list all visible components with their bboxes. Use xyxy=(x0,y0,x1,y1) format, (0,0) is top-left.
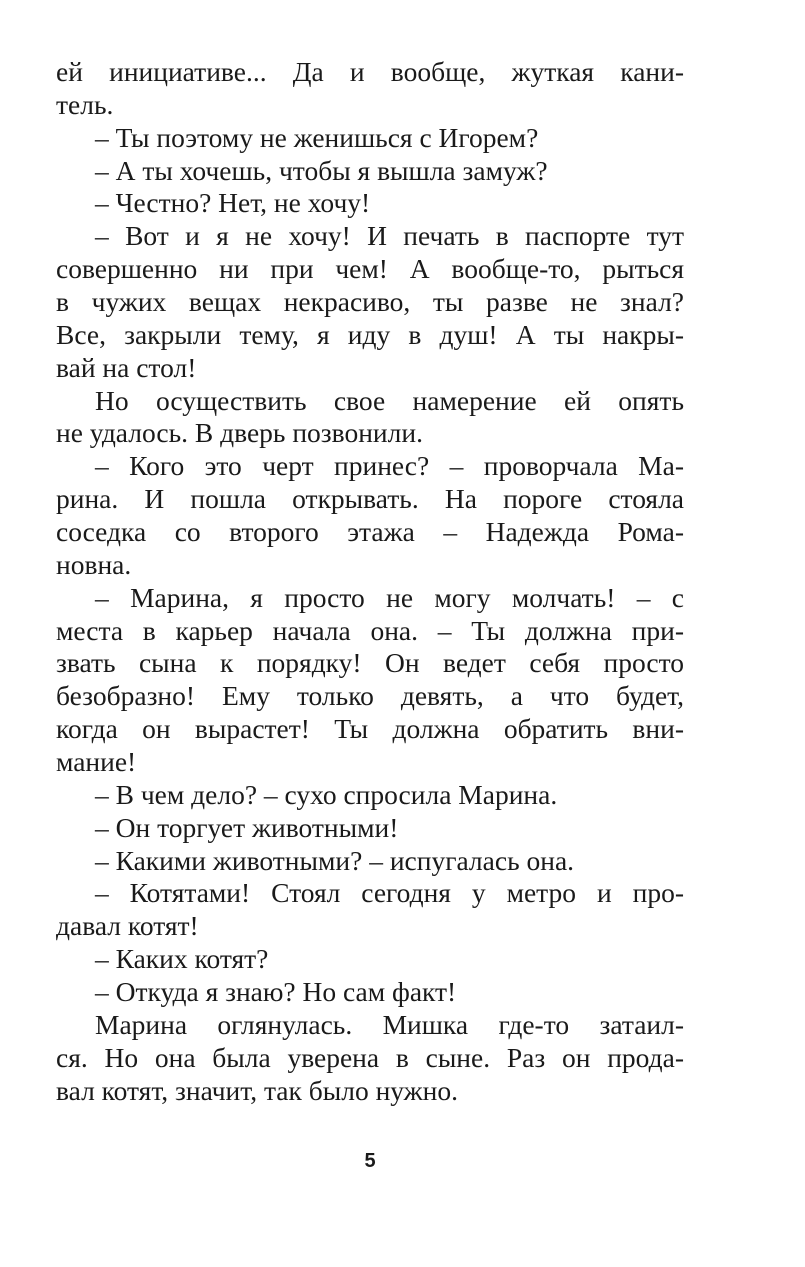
page-number: 5 xyxy=(364,1150,376,1172)
text-line: – Откуда я знаю? Но сам факт! xyxy=(95,976,457,1008)
text-line: Все, закрыли тему, я иду в душ! А ты накры- xyxy=(56,318,684,350)
text-line: – Вот и я не хочу! И печать в паспорте тут xyxy=(95,220,684,252)
text-line: – Котятами! Стоял сегодня у метро и про- xyxy=(95,877,684,909)
text-line: не удалось. В дверь позвонили. xyxy=(56,417,423,449)
text-line: – Кого это черт принес? – проворчала Ма- xyxy=(95,450,684,482)
text-line: рина. И пошла открывать. На пороге стояла xyxy=(56,483,684,515)
text-line: звать сына к порядку! Он ведет себя просто xyxy=(56,647,684,679)
text-line: – Честно? Нет, не хочу! xyxy=(95,187,371,219)
text-line: совершенно ни при чем! А вообще-то, рыться xyxy=(56,253,684,285)
text-line: – Какими животными? – испугалась она. xyxy=(95,844,575,876)
page-body xyxy=(56,56,684,1108)
text-line: новна. xyxy=(56,548,132,580)
text-line: Но осуществить свое намерение ей опять xyxy=(95,384,684,416)
text-line: мание! xyxy=(56,746,137,778)
text-line: соседка со второго этажа – Надежда Рома- xyxy=(56,516,684,548)
text-line: – Ты поэтому не женишься с Игорем? xyxy=(95,121,539,153)
text-line: – А ты хочешь, чтобы я вышла замуж? xyxy=(95,154,548,186)
text-line: вал котят, значит, так было нужно. xyxy=(56,1074,459,1106)
text-line: давал котят! xyxy=(56,910,199,942)
text-line: Марина оглянулась. Мишка где-то затаил- xyxy=(95,1008,684,1040)
text-line: ей инициативе... Да и вообще, жуткая кани- xyxy=(56,56,684,87)
text-line: безобразно! Ему только девять, а что будет, xyxy=(56,680,684,712)
text-line: – Марина, я просто не могу молчать! – с xyxy=(95,581,684,613)
text-line: вай на стол! xyxy=(56,351,197,383)
text-line: тель. xyxy=(56,88,114,120)
text-line: в чужих вещах некрасиво, ты разве не знал? xyxy=(56,286,684,318)
text-line: когда он вырастет! Ты должна обратить вни- xyxy=(56,713,684,745)
text-line: – Каких котят? xyxy=(95,943,269,975)
text-line: – Он торгует животными! xyxy=(95,811,399,843)
text-line: – В чем дело? – сухо спросила Марина. xyxy=(95,778,558,810)
text-line: ся. Но она была уверена в сыне. Раз он прода- xyxy=(56,1041,684,1073)
text-line: места в карьер начала она. – Ты должна при- xyxy=(56,614,684,646)
